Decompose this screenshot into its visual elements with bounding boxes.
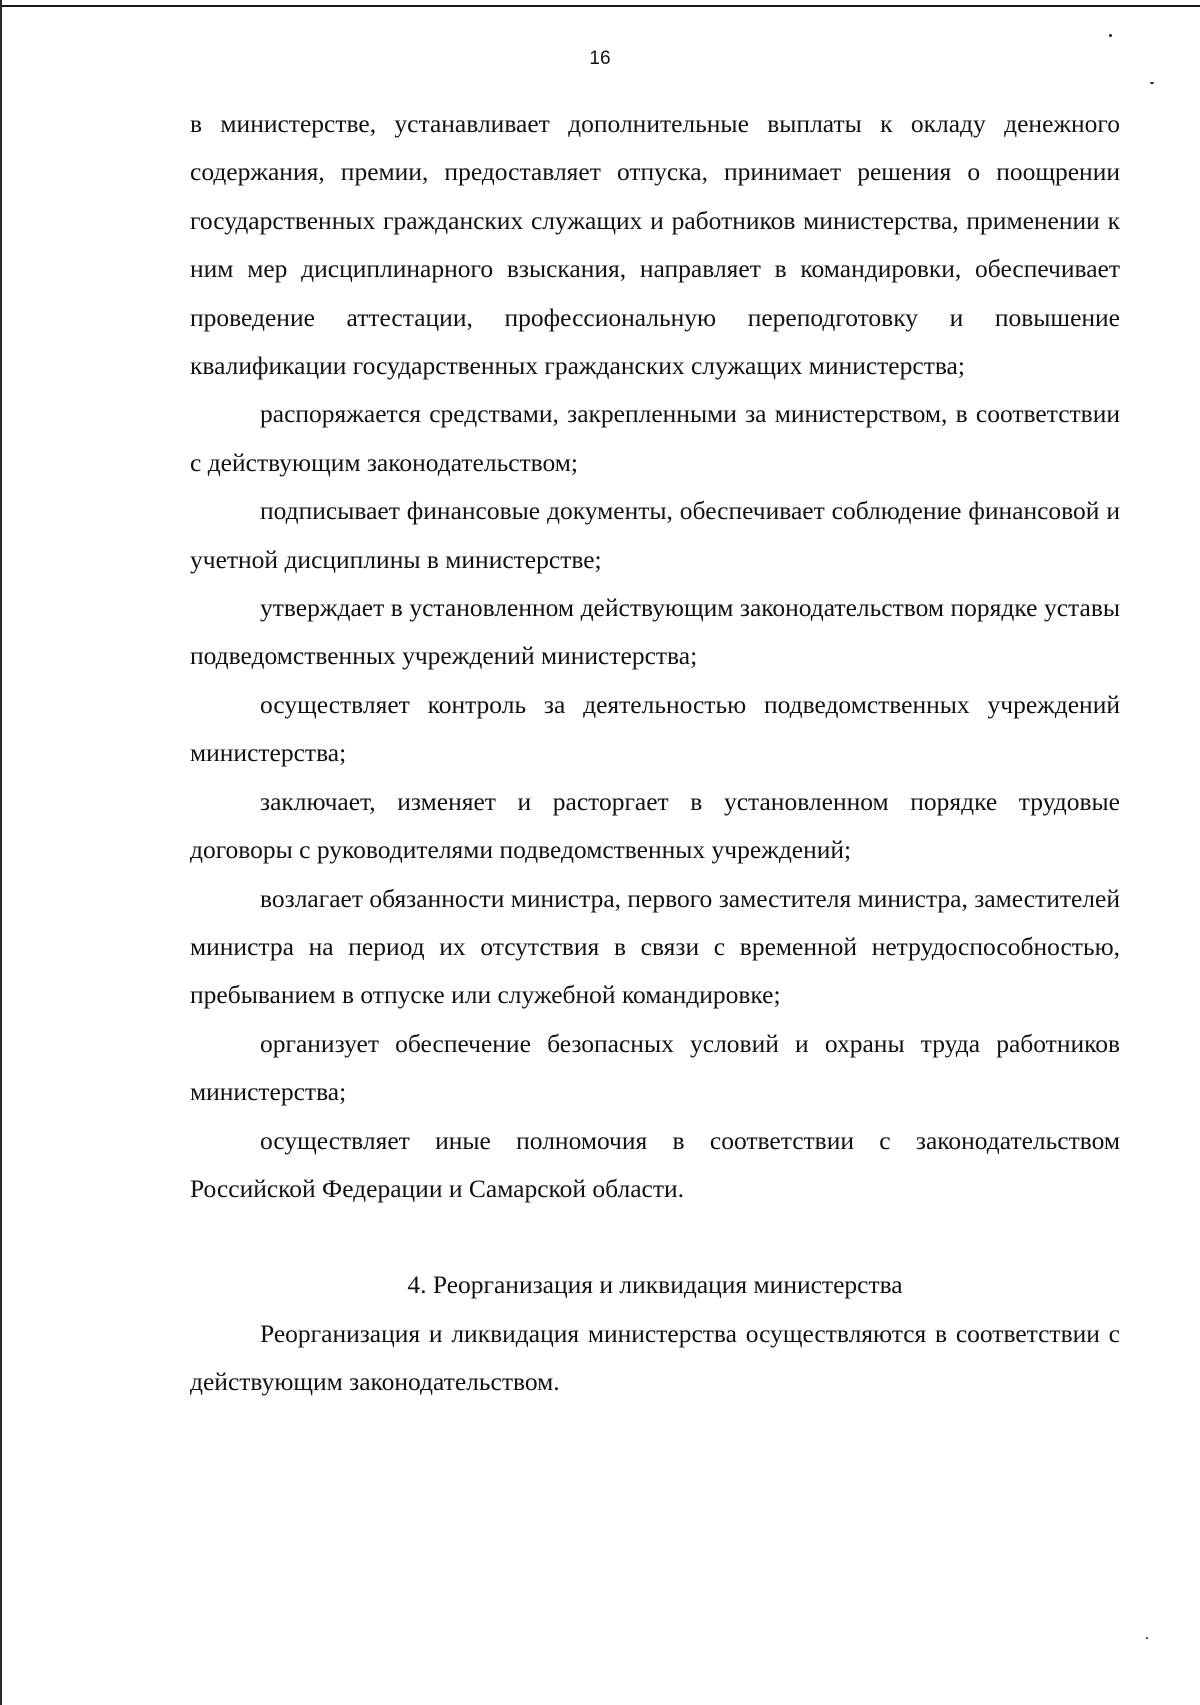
scan-speck (1146, 1637, 1148, 1639)
paragraph-financial-documents: подписывает финансовые документы, обеспечивает соблюдение финансовой и учетной дисциплины в министерстве; (190, 496, 1120, 574)
paragraph-duties: возлагает обязанности министра, первого заместителя министра, заместителей министра на период их отсутствия в связи с временной нетрудоспособностью, пребыванием в отпуске или служебной командировке; (190, 883, 1120, 1010)
paragraph-other-powers: осуществляет иные полномочия в соответствии с законодательством Российской Федерации и Самарской области. (190, 1125, 1120, 1203)
paragraph-control: осуществляет контроль за деятельностью подведомственных учреждений министерства; (190, 689, 1120, 768)
paragraph-funds: распоряжается средствами, закрепленными за министерством, в соответствии с действующим законодательством; (190, 399, 1120, 477)
scan-edge-left (0, 0, 2, 1705)
paragraph-statutes: утверждает в установленном действующим законодательством порядке уставы подведомственных учреждений министерства; (190, 593, 1120, 671)
page-number: 16 (589, 48, 611, 69)
paragraph-contracts: заключает, изменяет и расторгает в установленном порядке трудовые договоры с руководителями подведомственных учреждений; (190, 786, 1120, 865)
scan-speck (1150, 82, 1154, 84)
paragraph-safety: организует обеспечение безопасных условий и охраны труда работников министерства; (190, 1028, 1120, 1107)
section-paragraph: Реорганизация и ликвидация министерства осуществляются в соответствии с действующим законодательством. (190, 1318, 1120, 1397)
paragraph-continuation: в министерстве, устанавливает дополнительные выплаты к окладу денежного содержания, премии, предоставляет отпуска, принимает решения о поощрении государственных гражданских служащих и работников министерства, применении к ним мер дисциплинарного взыскания, направляет в командировки, обеспечивает проведение аттестации, профессиональную переподготовку и повышение квалификации государственных гражданских служащих министерства; (190, 109, 1120, 381)
scan-edge-top (0, 5, 1200, 7)
scan-speck (1109, 34, 1112, 37)
document-body (190, 100, 1120, 1407)
section-heading: 4. Реорганизация и ликвидация министерства (407, 1270, 903, 1300)
